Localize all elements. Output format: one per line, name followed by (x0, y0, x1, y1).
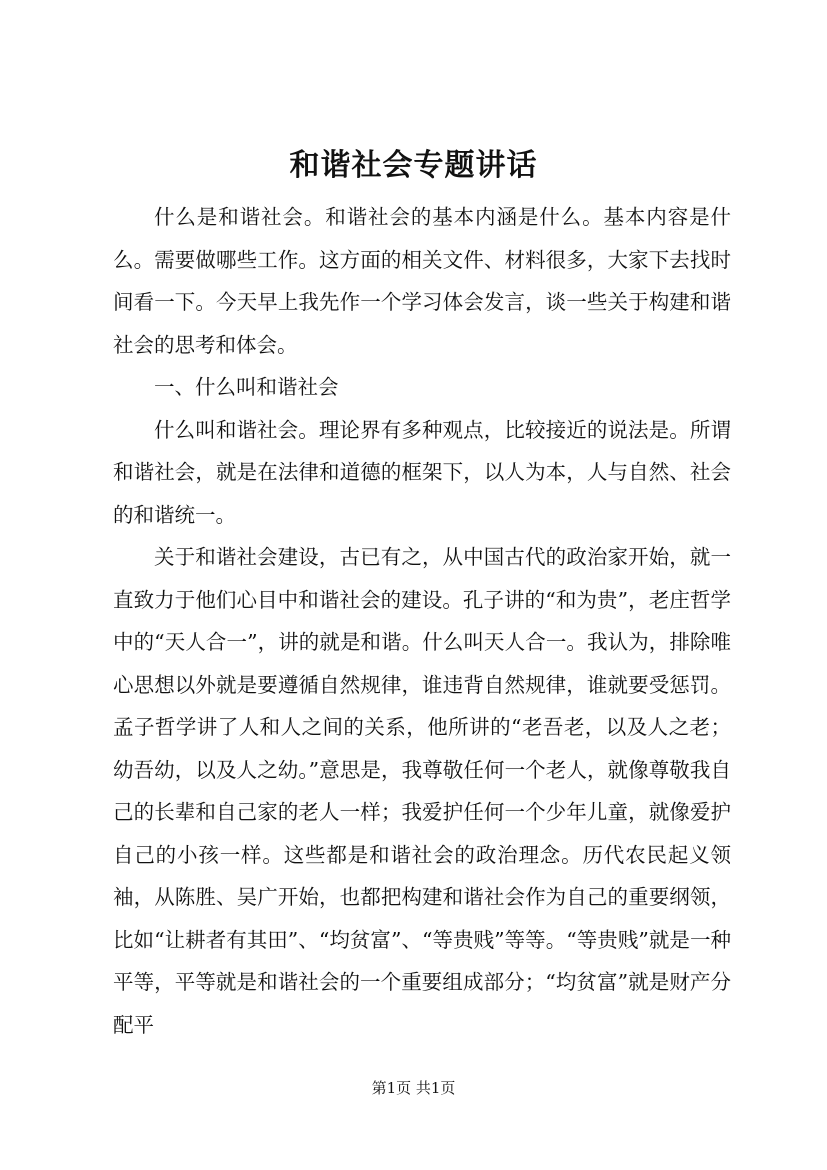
paragraph-intro: 什么是和谐社会。和谐社会的基本内涵是什么。基本内容是什么。需要做哪些工作。这方面的相关文件、材料很多，大家下去找时间看一下。今天早上我先作一个学习体会发言，谈一些关于构建和谐社会的思考和体会。 (113, 205, 731, 357)
page-footer: 第1页 共1页 (371, 1079, 456, 1097)
document-title: 和谐社会专题讲话 (289, 148, 538, 183)
paragraph-history: 关于和谐社会建设，古已有之，从中国古代的政治家开始，就一直致力于他们心目中和谐社会的建设。孔子讲的“和为贵”，老庄哲学中的“天人合一”，讲的就是和谐。什么叫天人合一。我认为，排除唯心思想以外就是要遵循自然规律，谁违背自然规律，谁就要受惩罚。孟子哲学讲了人和人之间的关系，他所讲的“老吾老，以及人之老；幼吾幼，以及人之幼。”意思是，我尊敬任何一个老人，就像尊敬我自己的长辈和自己家的老人一样；我爱护任何一个少年儿童，就像爱护自己的小孩一样。这些都是和谐社会的政治理念。历代农民起义领袖，从陈胜、吴广开始，也都把构建和谐社会作为自己的重要纲领，比如“让耕者有其田”、“均贫富”、“等贵贱”等等。“等贵贱”就是一种平等，平等就是和谐社会的一个重要组成部分；“均贫富”就是财产分配平 (113, 545, 731, 1037)
document-body (113, 196, 731, 1046)
section-heading: 一、什么叫和谐社会 (154, 375, 339, 399)
paragraph-definition: 什么叫和谐社会。理论界有多种观点，比较接近的说法是。所谓和谐社会，就是在法律和道德的框架下，以人为本，人与自然、社会的和谐统一。 (113, 417, 731, 527)
